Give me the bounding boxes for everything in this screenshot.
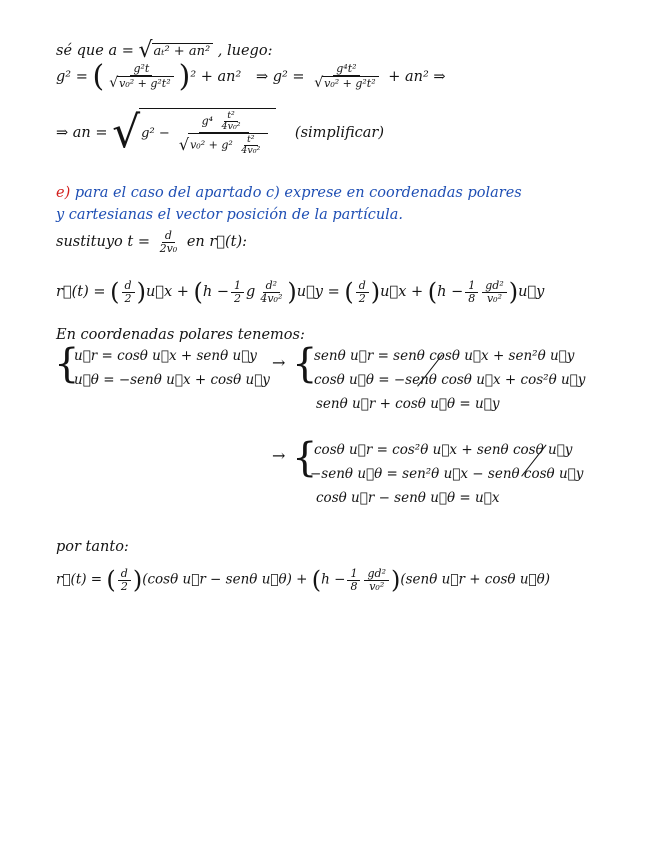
- text: r⃗(t) =: [56, 571, 103, 588]
- brace-icon: {: [292, 435, 318, 481]
- numerator: d²: [263, 280, 280, 293]
- numerator: 1: [347, 568, 360, 581]
- numerator: g⁴t²: [333, 63, 359, 76]
- line-se-que: [56, 40, 272, 62]
- text: y cartesianas el vector posición de la partícula.: [56, 207, 404, 223]
- denominator: 8: [350, 579, 358, 593]
- sqrt-content: aₜ² + an²: [152, 43, 214, 58]
- text: En coordenadas polares tenemos:: [56, 327, 305, 343]
- text: (cosθ u⃗r − senθ u⃗θ) +: [142, 571, 308, 588]
- denominator: 8: [468, 291, 476, 305]
- fraction: [176, 111, 271, 156]
- fraction: [157, 230, 181, 254]
- final-expression: r⃗(t) = ( $\frac{d}{2}$ )(cosθ u⃗r − senθ u⃗θ) + (h − $\frac{1}{8}$ $\frac{\text{gd²}}{\text{v₀²}}$ )(senθ u⃗r + cosθ u⃗θ): [56, 566, 551, 595]
- text: en r⃗(t):: [186, 234, 248, 251]
- text: v₀² + g²: [190, 138, 233, 152]
- text: sé que a =: [56, 43, 134, 59]
- text: ⇒ g² =: [255, 69, 305, 85]
- fraction: [231, 280, 244, 304]
- sys2-eq1: senθ u⃗r = senθ cosθ u⃗x + sen²θ u⃗y: [314, 348, 575, 364]
- fraction: [347, 568, 360, 592]
- section-label: e): [56, 185, 71, 201]
- text: g⁴: [201, 114, 214, 128]
- text: ² + an²: [190, 69, 242, 85]
- arrow-icon: →: [272, 446, 286, 465]
- text: , luego:: [217, 43, 273, 59]
- sqrt-content: [139, 108, 276, 156]
- denominator: 2: [120, 579, 128, 593]
- fraction: [106, 63, 176, 91]
- sqrt-content: v₀² + g²t²: [117, 76, 174, 90]
- line-sustituyo: [56, 230, 247, 254]
- text: g: [246, 284, 256, 301]
- denominator: v₀²: [369, 579, 385, 593]
- denominator: 2: [358, 291, 366, 305]
- text: u⃗y: [518, 284, 545, 301]
- fraction: [219, 111, 244, 132]
- text: h −: [437, 284, 464, 301]
- fraction: [122, 280, 135, 304]
- line-rvec: r⃗(t) = ( $\frac{d}{2}$ )u⃗x + (h − $\frac{1}{2}$ g $\frac{\text{d²}}{\text{4v₀²}}$ )u⃗y = ( $\frac{d}{2}$ )u⃗x + (h − $\frac{1}{8}$ $\frac{\text{gd²}}{\text{v₀²}}$ )u⃗y: [56, 278, 545, 307]
- text: para el caso del apartado c) exprese en coordenadas polares: [74, 185, 522, 201]
- paren-close: ): [178, 59, 191, 94]
- denominator: 2: [234, 291, 242, 305]
- fraction: [118, 568, 131, 592]
- sys2-eq2: cosθ u⃗θ = −senθ cosθ u⃗x + cos²θ u⃗y: [314, 372, 586, 388]
- text: r⃗(t) =: [56, 284, 106, 301]
- text: u⃗x +: [145, 284, 194, 301]
- fraction: [465, 280, 478, 304]
- denominator: v₀²: [486, 291, 502, 305]
- sqrt-sign: √: [138, 38, 153, 63]
- por-tanto: por tanto:: [56, 539, 129, 555]
- numerator: g²t: [130, 63, 152, 76]
- numerator: d: [162, 230, 175, 243]
- fraction: [356, 280, 369, 304]
- line-an: [56, 108, 384, 156]
- numerator: t²: [224, 111, 238, 122]
- fraction: [364, 568, 389, 592]
- denominator: 4v₀²: [241, 144, 261, 156]
- brace-icon: {: [54, 341, 80, 387]
- polar-heading: [56, 328, 305, 343]
- sys3-result: cosθ u⃗r − senθ u⃗θ = u⃗x: [316, 490, 500, 506]
- numerator: d: [118, 568, 131, 581]
- text: h −: [321, 571, 346, 588]
- section-e-line1: [56, 186, 522, 201]
- numerator: d: [122, 280, 135, 293]
- denominator: √v₀² + g²t²: [106, 76, 176, 91]
- denominator: 2v₀: [159, 241, 178, 255]
- text: + an² ⇒: [388, 69, 446, 85]
- numerator: gd²: [482, 280, 507, 293]
- numerator: 1: [465, 280, 478, 293]
- text: u⃗x +: [380, 284, 428, 301]
- text: u⃗y =: [296, 284, 340, 301]
- sys1-eq2: u⃗θ = −senθ u⃗x + cosθ u⃗y: [74, 372, 270, 388]
- sys2-result: senθ u⃗r + cosθ u⃗θ = u⃗y: [316, 396, 500, 412]
- text: g² −: [141, 125, 170, 141]
- numerator: 1: [231, 280, 244, 293]
- denominator: √v₀² + g² $\frac{\text{t²}}{\text{4v₀²}}$: [176, 133, 271, 156]
- arrow-icon: →: [272, 353, 286, 372]
- brace-icon: {: [292, 341, 318, 387]
- sqrt-content: v₀² + g²t²: [322, 76, 379, 90]
- denominator: 4v₀²: [260, 291, 283, 305]
- section-e-line2: [56, 208, 403, 223]
- denominator: √v₀² + g²t²: [311, 76, 381, 91]
- numerator: [199, 111, 249, 133]
- note: (simplificar): [294, 124, 384, 141]
- denominator: 4v₀²: [221, 120, 241, 132]
- text: (senθ u⃗r + cosθ u⃗θ): [400, 571, 551, 588]
- numerator: d: [356, 280, 369, 293]
- fraction: [238, 135, 263, 156]
- numerator: t²: [244, 135, 258, 146]
- fraction: [482, 280, 507, 304]
- paren-open: (: [92, 59, 105, 94]
- text: ⇒ an =: [56, 124, 108, 141]
- sys3-eq1: cosθ u⃗r = cos²θ u⃗x + senθ cosθ u⃗y: [314, 442, 573, 458]
- text: sustituyo t =: [56, 234, 150, 251]
- text: h −: [202, 284, 230, 301]
- line-g2: [56, 59, 446, 94]
- sys3-eq2: −senθ u⃗θ = sen²θ u⃗x − senθ cosθ u⃗y: [310, 466, 584, 482]
- fraction: [257, 280, 285, 304]
- numerator: gd²: [364, 568, 389, 581]
- sqrt-sign: √: [112, 106, 141, 158]
- denominator: 2: [124, 291, 132, 305]
- sys1-eq1: u⃗r = cosθ u⃗x + senθ u⃗y: [74, 348, 257, 364]
- fraction: [311, 63, 381, 91]
- sqrt-content: [188, 133, 268, 156]
- text: g² =: [56, 69, 88, 85]
